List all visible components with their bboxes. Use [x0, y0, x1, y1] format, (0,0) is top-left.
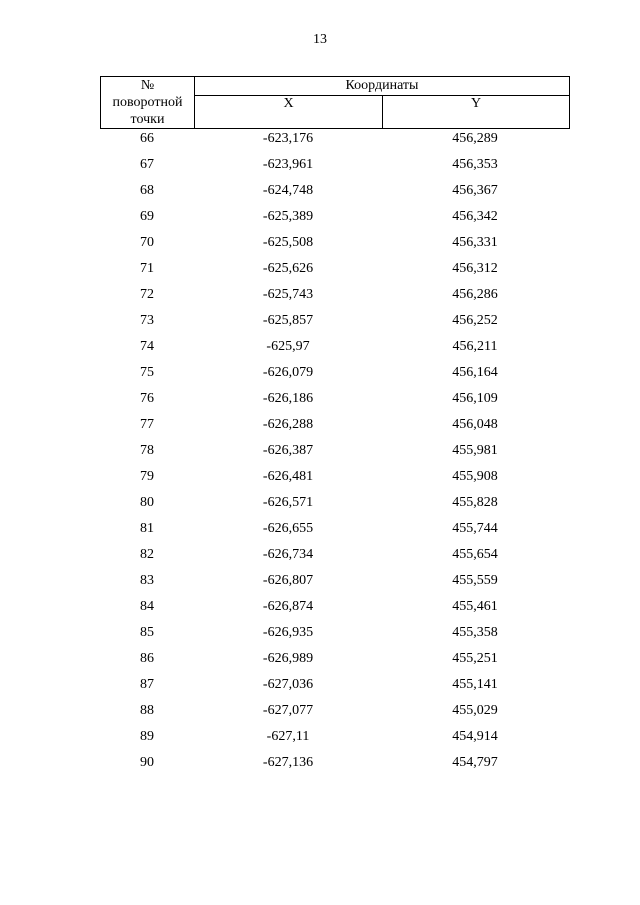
point-number-cell: 86	[140, 651, 154, 666]
point-number-cell: 83	[140, 573, 154, 588]
point-number-cell: 82	[140, 547, 154, 562]
y-coordinate-cell: 456,289	[452, 131, 498, 146]
x-coordinate-cell: -627,136	[262, 755, 314, 770]
point-number-cell: 90	[140, 755, 154, 770]
header-coordinates: Координаты	[195, 77, 569, 96]
point-number-cell: 87	[140, 677, 154, 692]
table-row	[100, 597, 570, 623]
point-number-cell: 77	[140, 417, 154, 432]
table-row	[100, 441, 570, 467]
table-row	[100, 285, 570, 311]
x-coordinate-cell: -625,857	[262, 313, 314, 328]
table-row	[100, 571, 570, 597]
x-coordinate-cell: -625,743	[262, 287, 314, 302]
x-coordinate-cell: -626,288	[262, 417, 314, 432]
x-coordinate-cell: -625,508	[262, 235, 314, 250]
x-coordinate-cell: -626,807	[262, 573, 314, 588]
x-coordinate-cell: -624,748	[262, 183, 314, 198]
table-row	[100, 415, 570, 441]
header-turning-label: поворотной	[112, 95, 183, 110]
x-coordinate-cell: -626,387	[262, 443, 314, 458]
x-coordinate-cell: -626,989	[262, 651, 314, 666]
point-number-cell: 73	[140, 313, 154, 328]
table-row	[100, 233, 570, 259]
y-coordinate-cell: 456,312	[452, 261, 498, 276]
x-coordinate-cell: -626,571	[262, 495, 314, 510]
point-number-cell: 84	[140, 599, 154, 614]
x-coordinate-cell: -623,961	[262, 157, 314, 172]
point-number-cell: 67	[140, 157, 154, 172]
table-row	[100, 623, 570, 649]
coordinates-table	[100, 76, 570, 779]
table-row	[100, 181, 570, 207]
table-row	[100, 311, 570, 337]
y-coordinate-cell: 456,164	[452, 365, 498, 380]
y-coordinate-cell: 455,358	[452, 625, 498, 640]
page-number: 13	[313, 32, 327, 47]
table-row	[100, 337, 570, 363]
table-row	[100, 363, 570, 389]
point-number-cell: 88	[140, 703, 154, 718]
y-coordinate-cell: 454,914	[452, 729, 498, 744]
table-row	[100, 467, 570, 493]
y-coordinate-cell: 456,342	[452, 209, 498, 224]
y-coordinate-cell: 456,252	[452, 313, 498, 328]
table-row	[100, 519, 570, 545]
y-coordinate-cell: 455,141	[452, 677, 498, 692]
table-row	[100, 675, 570, 701]
x-coordinate-cell: -626,186	[262, 391, 314, 406]
point-number-cell: 72	[140, 287, 154, 302]
header-x: X	[195, 96, 383, 128]
table-header	[100, 76, 570, 129]
y-coordinate-cell: 455,461	[452, 599, 498, 614]
point-number-cell: 74	[140, 339, 154, 354]
table-row	[100, 701, 570, 727]
x-coordinate-cell: -625,626	[262, 261, 314, 276]
y-coordinate-cell: 455,828	[452, 495, 498, 510]
point-number-cell: 81	[140, 521, 154, 536]
y-coordinate-cell: 454,797	[452, 755, 498, 770]
x-coordinate-cell: -625,97	[266, 339, 310, 354]
table-row	[100, 389, 570, 415]
x-coordinate-cell: -626,655	[262, 521, 314, 536]
point-number-cell: 66	[140, 131, 154, 146]
y-coordinate-cell: 455,744	[452, 521, 498, 536]
x-coordinate-cell: -626,734	[262, 547, 314, 562]
y-coordinate-cell: 455,654	[452, 547, 498, 562]
table-row	[100, 155, 570, 181]
point-number-cell: 78	[140, 443, 154, 458]
header-number-sign: №	[140, 78, 155, 93]
x-coordinate-cell: -626,079	[262, 365, 314, 380]
point-number-cell: 75	[140, 365, 154, 380]
table-row	[100, 727, 570, 753]
y-coordinate-cell: 455,559	[452, 573, 498, 588]
point-number-cell: 85	[140, 625, 154, 640]
y-coordinate-cell: 456,286	[452, 287, 498, 302]
x-coordinate-cell: -627,11	[266, 729, 310, 744]
y-coordinate-cell: 456,048	[452, 417, 498, 432]
header-points-label: точки	[130, 112, 165, 127]
table-row	[100, 753, 570, 779]
table-row	[100, 207, 570, 233]
header-point-number	[101, 77, 195, 128]
point-number-cell: 69	[140, 209, 154, 224]
y-coordinate-cell: 455,908	[452, 469, 498, 484]
x-coordinate-cell: -623,176	[262, 131, 314, 146]
table-row	[100, 129, 570, 155]
x-coordinate-cell: -627,036	[262, 677, 314, 692]
point-number-cell: 80	[140, 495, 154, 510]
y-coordinate-cell: 455,981	[452, 443, 498, 458]
x-coordinate-cell: -626,935	[262, 625, 314, 640]
y-coordinate-cell: 456,211	[452, 339, 498, 354]
y-coordinate-cell: 455,251	[452, 651, 498, 666]
point-number-cell: 79	[140, 469, 154, 484]
table-body	[100, 129, 570, 779]
table-row	[100, 493, 570, 519]
y-coordinate-cell: 456,353	[452, 157, 498, 172]
x-coordinate-cell: -625,389	[262, 209, 314, 224]
point-number-cell: 89	[140, 729, 154, 744]
point-number-cell: 70	[140, 235, 154, 250]
header-y: Y	[470, 96, 482, 111]
point-number-cell: 68	[140, 183, 154, 198]
x-coordinate-cell: -627,077	[262, 703, 314, 718]
y-coordinate-cell: 456,109	[452, 391, 498, 406]
y-coordinate-cell: 456,367	[452, 183, 498, 198]
point-number-cell: 76	[140, 391, 154, 406]
y-coordinate-cell: 456,331	[452, 235, 498, 250]
table-row	[100, 545, 570, 571]
y-coordinate-cell: 455,029	[452, 703, 498, 718]
x-coordinate-cell: -626,874	[262, 599, 314, 614]
table-row	[100, 649, 570, 675]
table-row	[100, 259, 570, 285]
point-number-cell: 71	[140, 261, 154, 276]
x-coordinate-cell: -626,481	[262, 469, 314, 484]
